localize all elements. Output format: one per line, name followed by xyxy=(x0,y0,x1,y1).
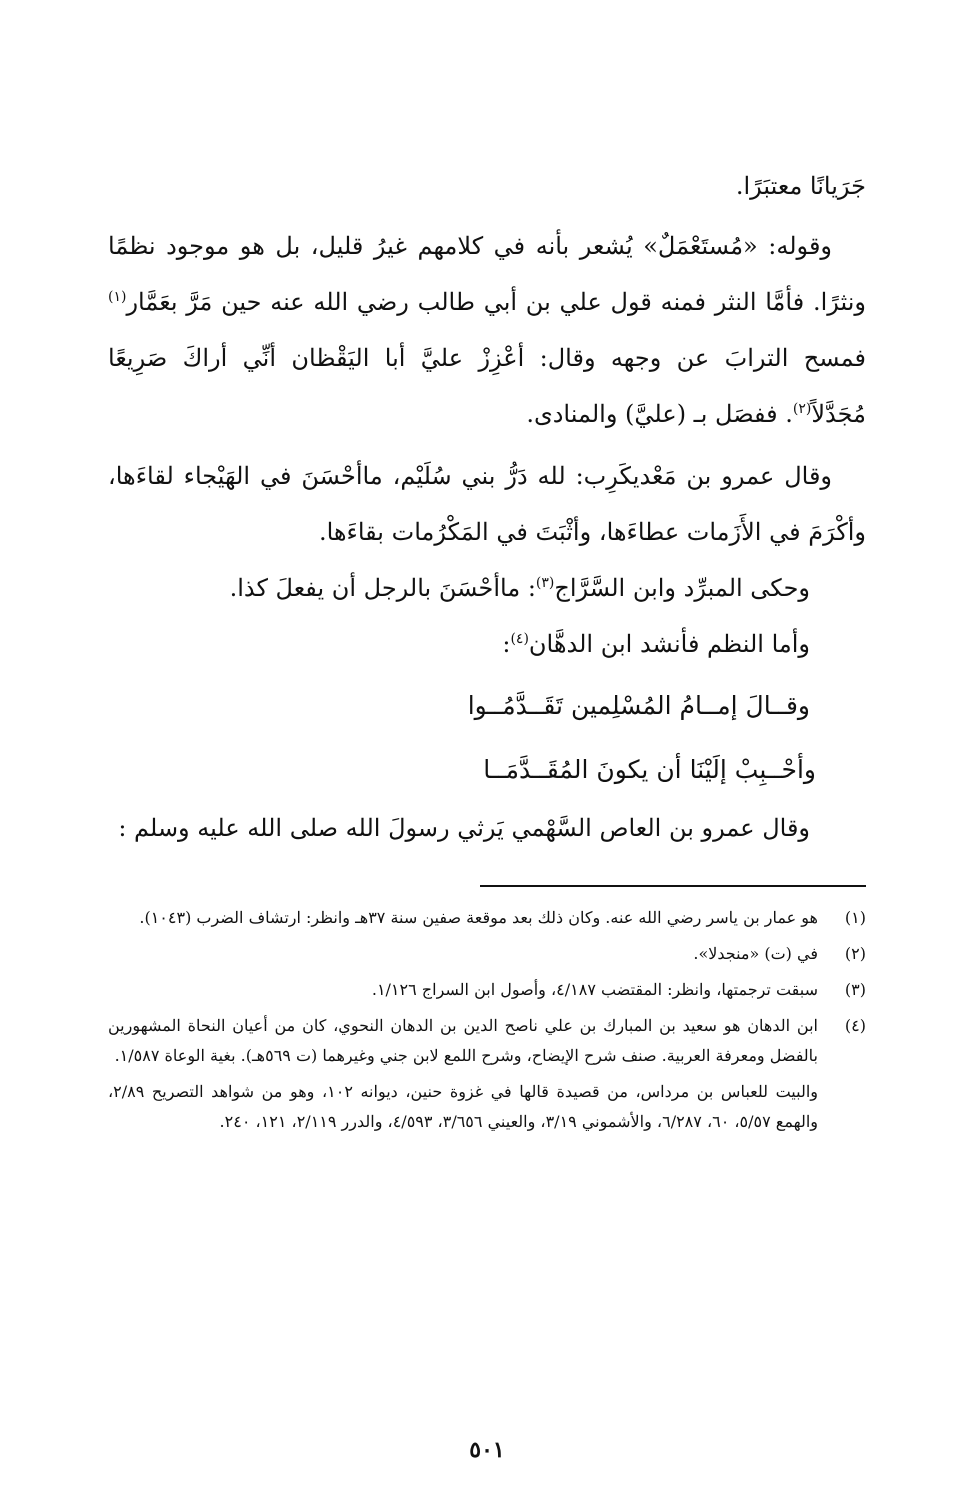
paragraph-mustamal xyxy=(108,218,866,442)
footnote-1-text: هو عمار بن ياسر رضي الله عنه. وكان ذلك بعد موقعة صفين سنة ٣٧هـ وانظر: ارتشاف الضرب (١٠٤٣). xyxy=(139,908,818,927)
paragraph-mustamal-part-b: فمسح الترابَ عن وجهه وقال: أعْزِزْ عليَّ أبا اليَقْظان أنِّي أراكَ صَرِيعًا مُجَدَّلاً xyxy=(108,344,866,428)
footnote-1-number: (١) xyxy=(844,908,866,927)
footnote-4 xyxy=(108,1011,866,1071)
paragraph-poetry-intro-part-b: : xyxy=(502,630,511,658)
paragraph-mubarrad xyxy=(108,560,866,616)
footnote-2-number: (٢) xyxy=(844,944,866,963)
paragraph-mubarrad-part-a: وحكى المبرِّد وابن السَّرَّاج xyxy=(554,574,810,602)
paragraph-amr-ibn-madikarib: وقال عمرو بن مَعْديكَرِب: لله دَرُّ بني سُلَيْم، ماأحْسَنَ في الهَيْجاء لقاءَها، وأكْرَمَ في الأَزَمات عطاءَها، وأثْبَتَ في المَكْرُمات بقاءَها. xyxy=(108,462,866,546)
footnote-ref-2: (٢) xyxy=(792,401,812,417)
footnote-2 xyxy=(108,939,866,969)
footnote-2-text: في (ت) «منجدلا». xyxy=(693,944,818,963)
footnote-1 xyxy=(108,903,866,933)
paragraph-poetry-intro-part-a: وأما النظم فأنشد ابن الدهَّان xyxy=(528,630,810,658)
footnote-3-text: سبقت ترجمتها، وانظر: المقتضب ٤/١٨٧، وأصول ابن السراج ١/١٢٦. xyxy=(371,980,818,999)
paragraph-amr-ibn-al-as: وقال عمرو بن العاص السَّهْمي يَرثي رسولَ الله صلى الله عليه وسلم : xyxy=(118,814,810,842)
footnote-4-number: (٤) xyxy=(844,1016,866,1035)
footnote-ref-4: (٤) xyxy=(510,631,529,647)
paragraph-mustamal-part-a: وقوله: «مُستَعْمَلٌ» يُشعر بأنه في كلامهم غيرُ قليل، بل هو موجود نظمًا ونثرًا. فأمَّا النثر فمنه قول علي بن أبي طالب رضي الله عنه حين مَرَّ بعَمَّار xyxy=(108,232,866,316)
footnote-ref-1: (١) xyxy=(108,289,127,305)
footnote-3-number: (٣) xyxy=(844,980,866,999)
verse-line-1: وقــالَ إمــامُ المُسْلِمين تَقَــدَّمُــوا xyxy=(467,691,810,720)
footnote-4-text: ابن الدهان هو سعيد بن المبارك بن علي ناصح الدين بن الدهان النحوي، كان من أعيان النحاة المشهورين بالفضل ومعرفة العربية. صنف شرح الإيضاح، وشرح اللمع لابن جني وغيرهما (ت ٥٦٩هـ). بغية الوعاة ١/٥٨٧. xyxy=(108,1016,818,1065)
paragraph-mubarrad-part-b: : ماأحْسَنَ بالرجل أن يفعلَ كذا. xyxy=(229,574,536,602)
paragraph-mustamal-part-c: . ففصَل بـ (عليَّ) والمنادى. xyxy=(526,400,793,428)
footnote-separator xyxy=(480,885,866,887)
paragraph-continuation: جَرَيانًا معتبَرًا. xyxy=(735,172,866,200)
page-number: ٥٠١ xyxy=(469,1437,505,1463)
paragraph-poetry-intro xyxy=(108,616,866,672)
main-text xyxy=(108,158,866,856)
footnote-4-continuation: والبيت للعباس بن مرداس، من قصيدة قالها في غزوة حنين، ديوانه ١٠٢، وهو من شواهد التصريح ٢/٨٩، والهمع ٥/٥٧، ٦٠، ٦/٢٨٧، والأشموني ٣/١٩، والعيني ٣/٦٥٦، ٤/٥٩٣، والدرر ٢/١١٩، ١٢١، ٢٤٠. xyxy=(108,1082,819,1131)
footnote-3 xyxy=(108,975,866,1005)
footnotes xyxy=(108,903,866,1137)
footnote-ref-3: (٣) xyxy=(535,575,555,591)
verse-line-2: وأحْــبِبْ إلَيْنَا أن يكونَ المُقَــدَّمَــا xyxy=(483,755,816,784)
